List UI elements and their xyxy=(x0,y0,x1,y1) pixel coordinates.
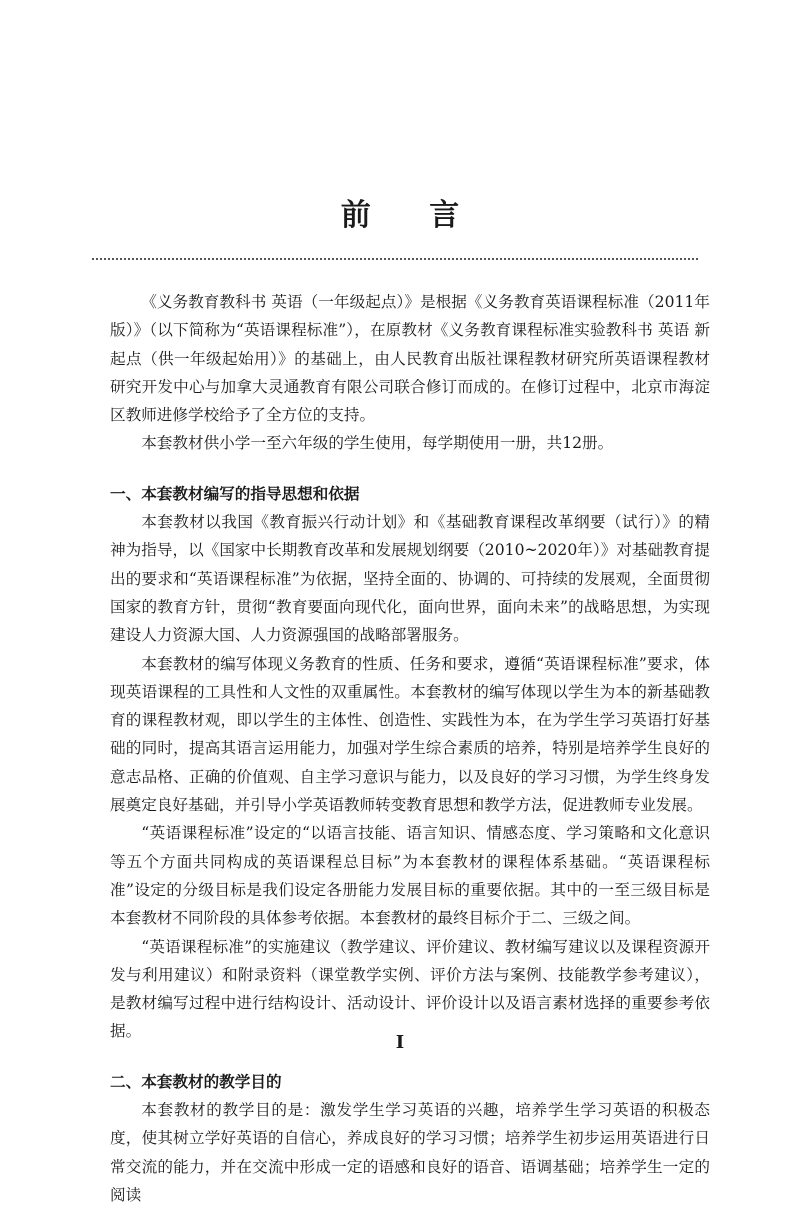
body-paragraph: 本套教材以我国《教育振兴行动计划》和《基础教育课程改革纲要（试行）》的精神为指导，以《国家中长期教育改革和发展规划纲要（2010~2020年）》对基础教育提出的要求和“英语课程标准”为依据，坚持全面的、协调的、可持续的发展观，全面贯彻国家的教育方针，贯彻“教育要面向现代化，面向世界，面向未来”的战略思想，为实现建设人力资源大国、人力资源强国的战略部署服务。 xyxy=(110,513,710,645)
dotted-divider xyxy=(92,258,698,260)
intro-paragraph: 本套教材供小学一至六年级的学生使用，每学期使用一册，共12册。 xyxy=(141,434,614,453)
body-paragraph: 本套教材的教学目的是：激发学生学习英语的兴趣，培养学生学习英语的积极态度，使其树立学好英语的自信心，养成良好的学习习惯；培养学生初步运用英语进行日常交流的能力，并在交流中形成一定的语感和良好的语音、语调基础；培养学生一定的阅读 xyxy=(110,1101,710,1204)
section-heading: 一、本套教材编写的指导思想和依据 xyxy=(110,483,360,503)
page-title: 前 言 xyxy=(340,198,484,233)
body-paragraph: “英语课程标准”设定的“以语言技能、语言知识、情感态度、学习策略和文化意识等五个方面共同构成的英语课程总目标”为本套教材的课程体系基础。“英语课程标准”设定的分级目标是我们设定各册能力发展目标的重要依据。其中的一至三级目标是本套教材不同阶段的具体参考依据。本套教材的最终目标介于二、三级之间。 xyxy=(110,824,710,928)
section-heading: 二、本套教材的教学目的 xyxy=(110,1071,282,1091)
page-body xyxy=(110,288,710,1209)
intro-paragraph: 《义务教育教科书 英语（一年级起点）》是根据《义务教育英语课程标准（2011年版）》（以下简称为“英语课程标准”），在原教材《义务教育课程标准实验教科书 英语 新起点（供一年级起始用）》的基础上，由人民教育出版社课程教材研究所英语课程教材研究开发中心与加拿大灵通教育有限公司联合修订而成的。在修订过程中，北京市海淀区教师进修学校给予了全方位的支持。 xyxy=(110,293,710,425)
body-paragraph: 本套教材的编写体现义务教育的性质、任务和要求，遵循“英语课程标准”要求，体现英语课程的工具性和人文性的双重属性。本套教材的编写体现以学生为本的新基础教育的课程教材观，即以学生的主体性、创造性、实践性为本，在为学生学习英语打好基础的同时，提高其语言运用能力，加强对学生综合素质的培养，特别是培养学生良好的意志品格、正确的价值观、自主学习意识与能力，以及良好的学习习惯，为学生终身发展奠定良好基础，并引导小学英语教师转变教育思想和教学方法，促进教师专业发展。 xyxy=(110,654,710,815)
body-paragraph: “英语课程标准”的实施建议（教学建议、评价建议、教材编写建议以及课程资源开发与利用建议）和附录资料（课堂教学实例、评价方法与案例、技能教学参考建议），是教材编写过程中进行结构设计、活动设计、评价设计以及语言素材选择的重要参考依据。 xyxy=(110,937,710,1041)
page-number: I xyxy=(395,1032,405,1053)
